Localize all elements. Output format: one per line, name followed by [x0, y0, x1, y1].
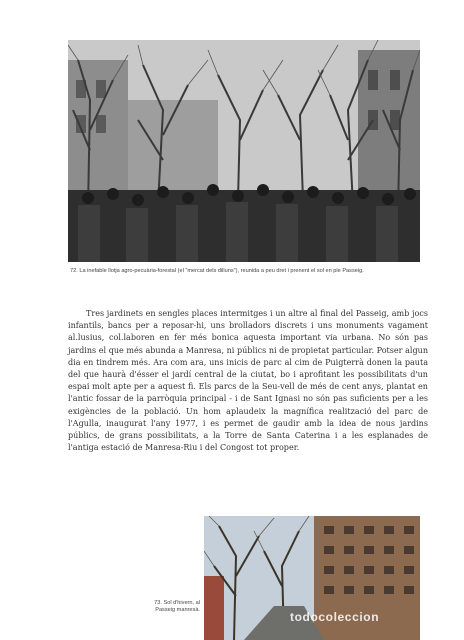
watermark-text: todocoleccion: [290, 610, 380, 624]
caption-line-1: 73. Sol d'hivern, al: [154, 600, 200, 606]
paragraph-text: Tres jardinets en sengles places intermitges i un altre al final del Passeig, amb jocs infantils, bancs per a reposar-hi, uns brolladors discrets i uns monuments vagament al.lusius, col.laboren en fer més bonica aquesta important via urbana. No són pas jardins el que més abunda a Manresa, ni públics ni de propietat particular. Potser algun dia en tindrem més. Ara com ara, uns inicis de parc al cim de Puigterrà donen la pauta del que haurà d'ésser el jardí central de la ciutat, bo i aprofitant les possibilitats d'un espai molt apte per a aquest fi. Els parcs de la Seu-vell de més de cent anys, plantat en l'antic fossar de la parròquia principal - i de Sant Ignasi no són pas suficients per a les exigències de la població. Un hom aplaudeix la magnífica realització del parc de l'Agulla, inaugurat l'any 1977, i es permet de gaudir amb la idea de nous jardins públics, de grans possibilitats, a la Torre de Santa Caterina i a les esplanades de l'antiga estació de Manresa-Riu i del Congost tot proper.: [68, 309, 428, 453]
market-photo: [68, 40, 420, 262]
caption-line-2: Passeig manresà.: [155, 606, 200, 613]
market-photo-illustration: [68, 40, 420, 262]
photo-caption-72: 72. La inefable llotja agro-pecuària-forestal (el "mercat dels dilluns"), reunida a peu dret i prenent el sol en ple Passeig.: [70, 268, 364, 274]
photo-caption-73: [150, 600, 200, 614]
body-paragraph: [68, 308, 428, 454]
